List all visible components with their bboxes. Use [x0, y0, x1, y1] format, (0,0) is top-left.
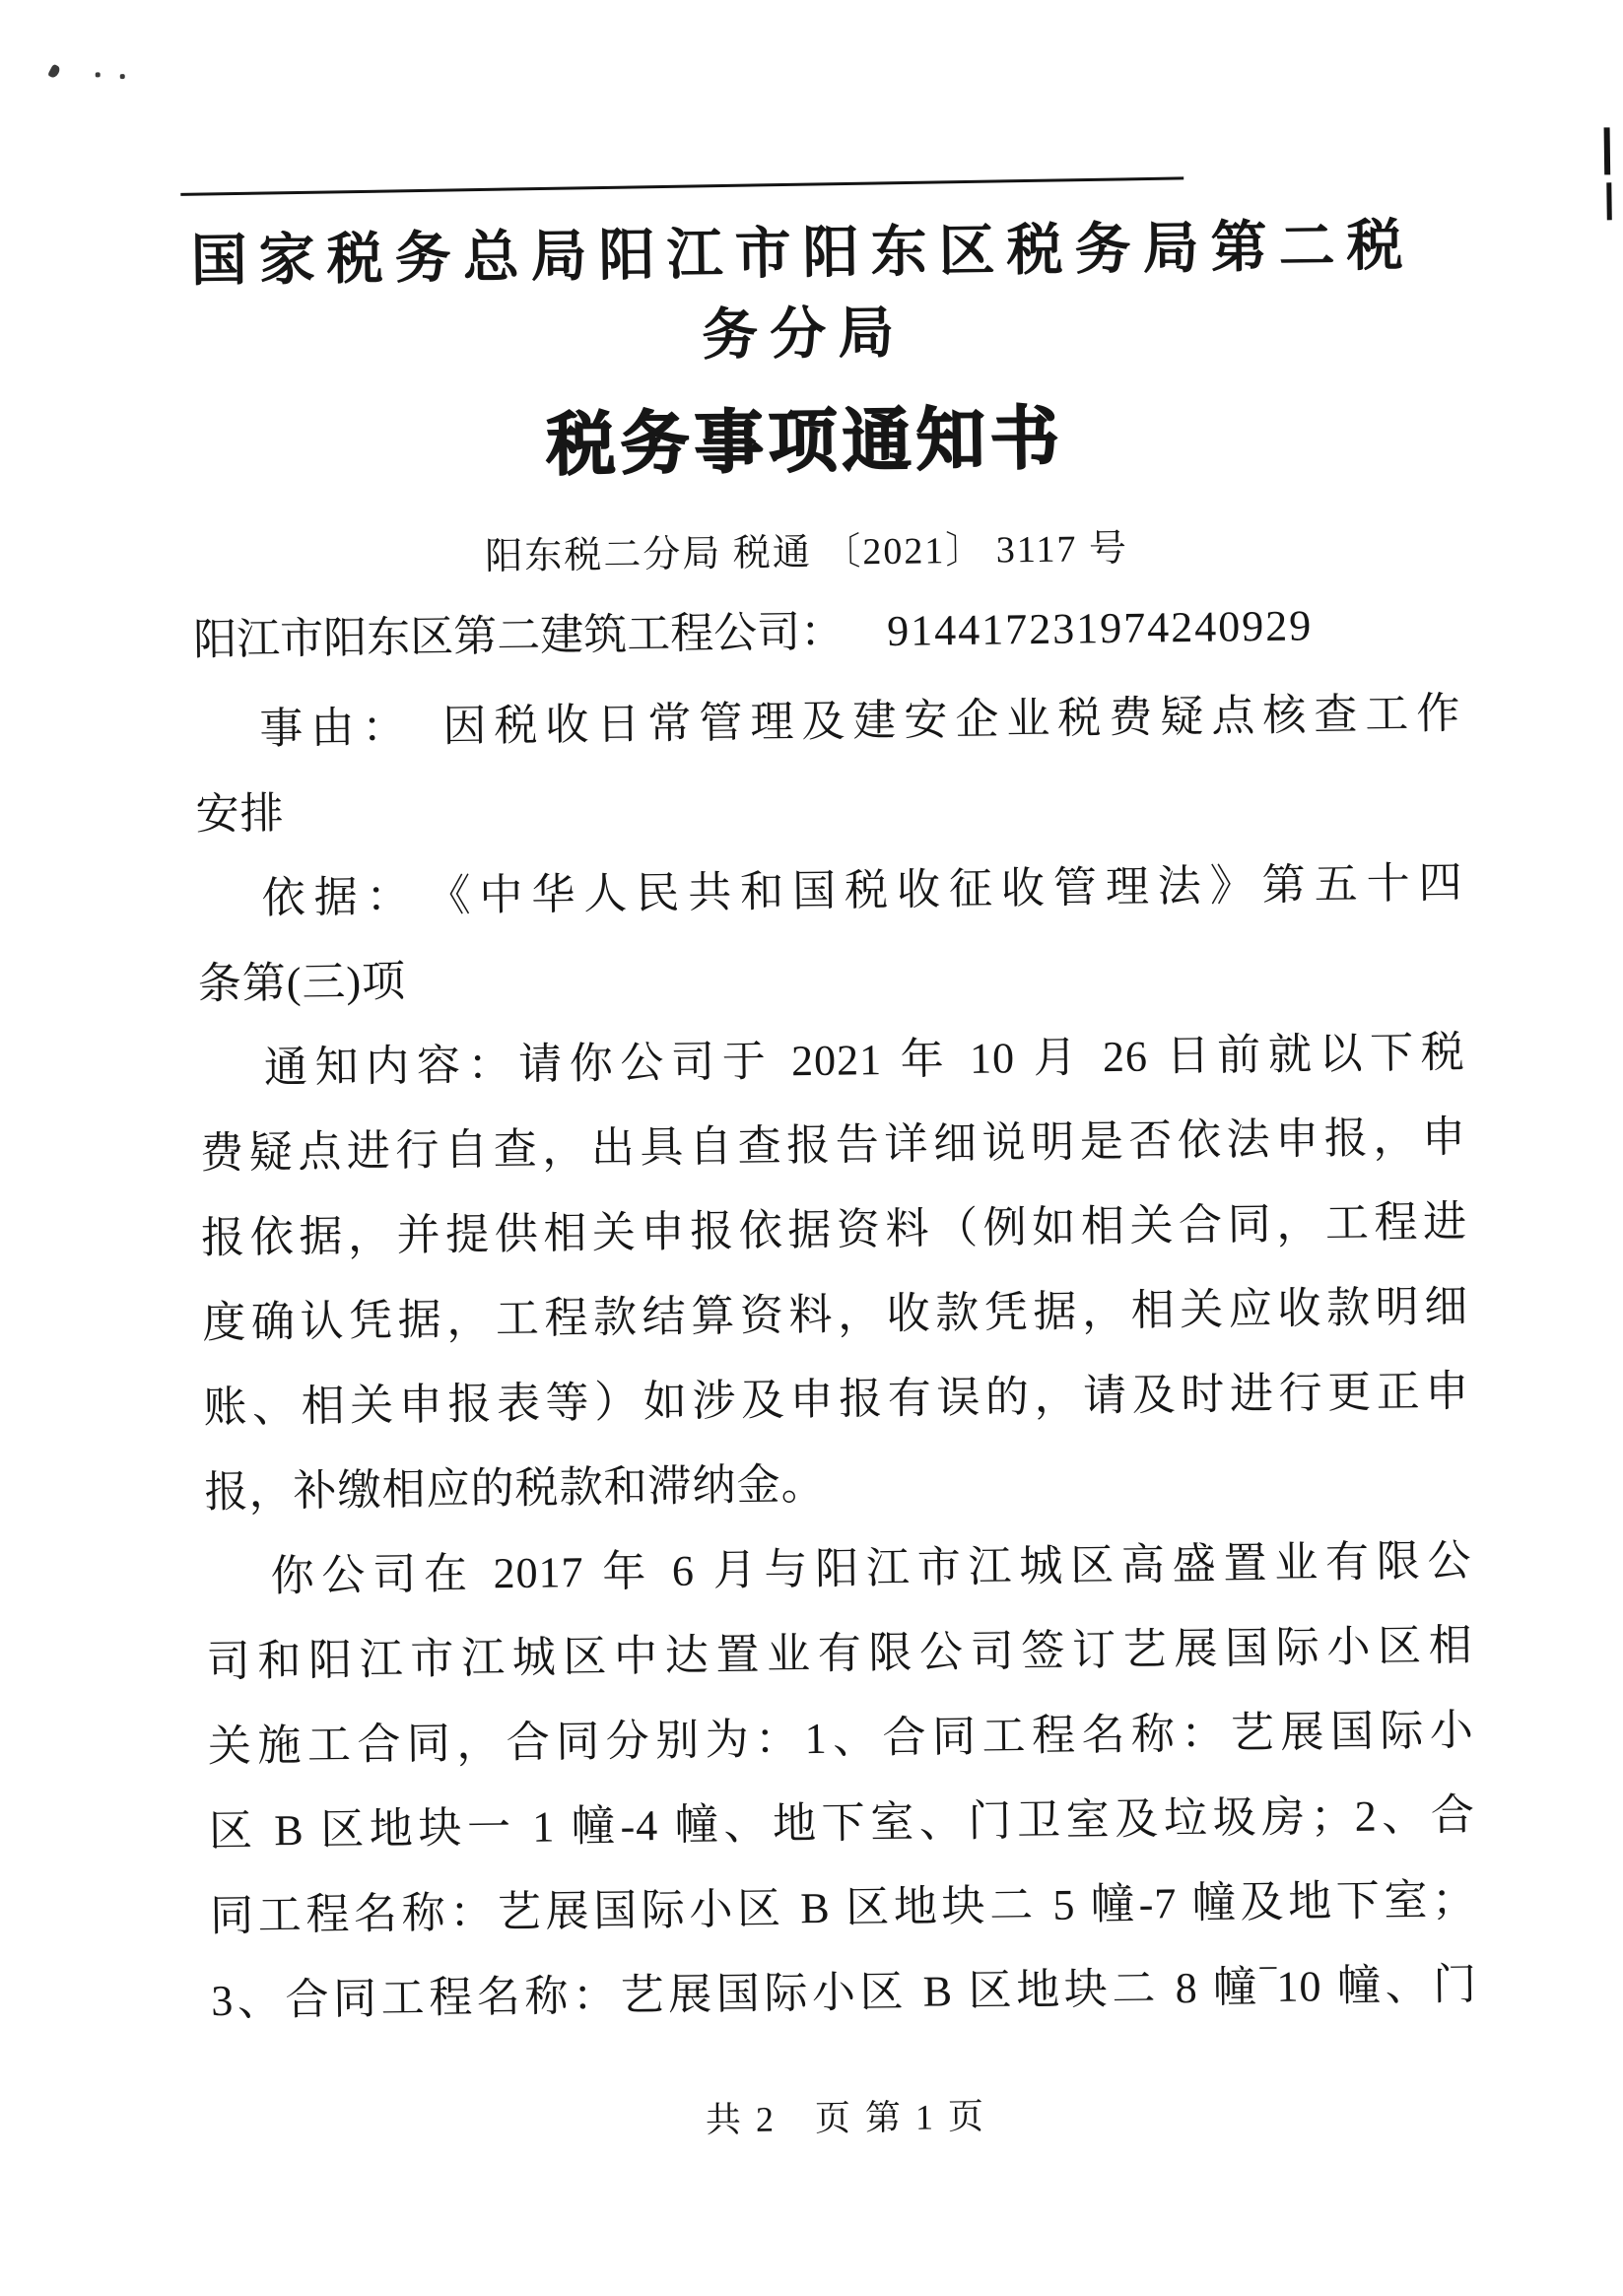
scan-speck: [120, 74, 125, 79]
page-number-footer: 共 2 页 第 1 页: [705, 2096, 987, 2140]
body-line: 通知内容：请你公司于 2021 年 10 月 26 日前就以下税: [263, 1028, 1466, 1093]
body-line: 账、相关申报表等）如涉及申报有误的，请及时进行更正申: [203, 1367, 1470, 1433]
body-line: 费疑点进行自查，出具自查报告详细说明是否依法申报，申: [199, 1113, 1467, 1179]
body-line: 事由： 因税收日常管理及建安企业税费疑点核查工作: [259, 689, 1461, 754]
body-line: 报，补缴相应的税款和滞纳金。: [204, 1459, 826, 1518]
recipient-name: 阳江市阳东区第二建筑工程公司：: [192, 607, 845, 665]
body-line: 关施工合同，合同分别为：1、合同工程名称：艺展国际小: [207, 1706, 1475, 1772]
notice-body: [194, 671, 1478, 2044]
document-title: 税务事项通知书: [546, 401, 1065, 485]
body-line: 报依据，并提供相关申报依据资料（例如相关合同，工程进: [200, 1197, 1468, 1263]
body-line: 区 B 区地块一 1 幢-4 幢、地下室、门卫室及垃圾房；2、合: [208, 1790, 1476, 1857]
document-number: 阳东税二分局 税通 〔2021〕 3117 号: [485, 527, 1129, 578]
issuing-agency-name: [0, 203, 1616, 386]
taxpayer-id: 914417231974240929: [886, 601, 1314, 655]
scan-speck: [96, 72, 101, 77]
header-rule: [180, 176, 1183, 196]
agency-line-2: 务分局: [701, 302, 907, 368]
scan-edge-artifact: [1604, 127, 1611, 174]
body-line: 司和阳江市江城区中达置业有限公司签订艺展国际小区相: [206, 1621, 1474, 1687]
scan-speck: [47, 64, 61, 80]
body-line: 依据： 《中华人民共和国税收征收管理法》第五十四: [261, 858, 1463, 923]
addressee-line: [193, 594, 1460, 670]
body-line: 3、合同工程名称：艺展国际小区 B 区地块二 8 幢‾10 幢、门: [211, 1960, 1478, 2026]
body-line: 安排: [195, 788, 285, 840]
agency-line-1: 国家税务总局阳江市阳东区税务局第二税: [190, 214, 1416, 294]
body-line: 度确认凭据，工程款结算资料，收款凭据，相关应收款明细: [202, 1282, 1469, 1348]
body-line: 条第(三)项: [197, 957, 407, 1009]
body-line: 你公司在 2017 年 6 月与阳江市江城区高盛置业有限公: [270, 1536, 1472, 1601]
body-line: 同工程名称：艺展国际小区 B 区地块二 5 幢-7 幢及地下室；: [209, 1875, 1477, 1941]
